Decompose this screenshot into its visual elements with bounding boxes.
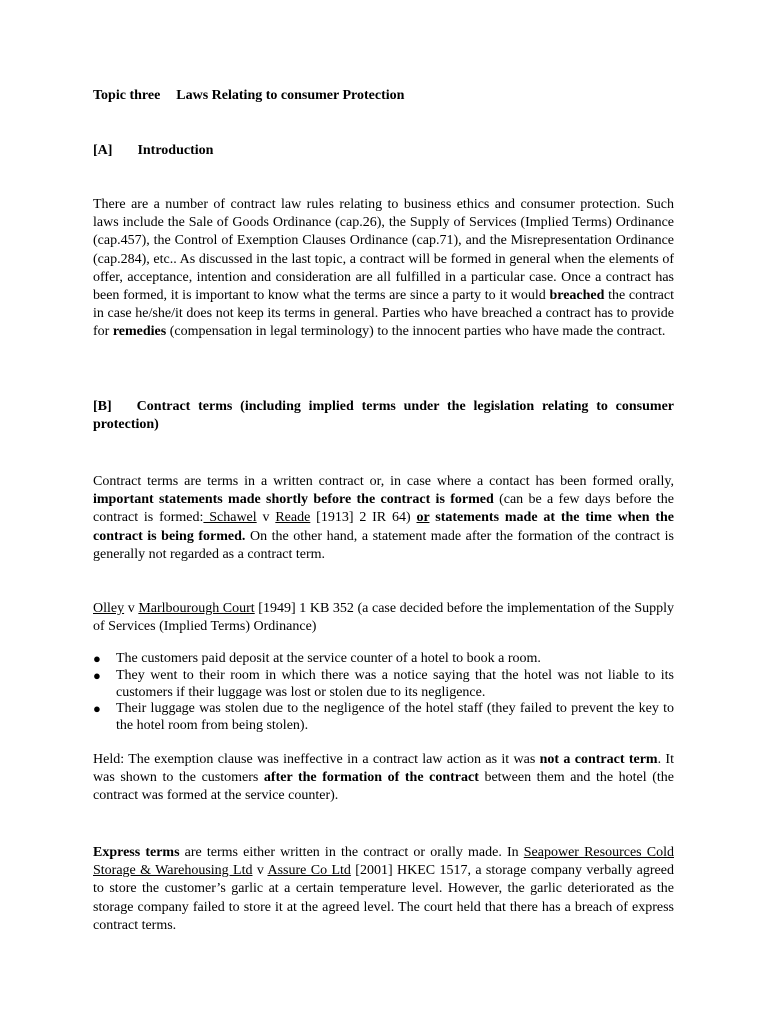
express-terms-bold: Express terms [93, 845, 180, 860]
list-item [93, 668, 674, 702]
terms-text-4: On the other hand, a statement made after the formation of the contract is generally not regarded as a contract term. [93, 528, 675, 562]
section-b-heading [93, 398, 674, 434]
olley-versus: v [124, 601, 139, 616]
terms-versus: v [256, 510, 276, 526]
bullet-text: The customers paid deposit at the service counter of a hotel to book a room. [116, 651, 541, 666]
intro-bold-remedies: remedies [112, 324, 167, 340]
held-text-1: Held: The exemption clause was ineffective in a contract law action as it was [93, 752, 540, 767]
held-bold-2: after the formation of the contract [263, 770, 479, 786]
olley-citation: [1949] 1 KB 352 (a case decided before the implementation of the Supply of Services (Implied Terms) Ordinance) [93, 601, 675, 635]
section-a-title: Introduction [137, 143, 214, 158]
case-assure: Assure Co Ltd [267, 863, 351, 879]
intro-text-1: There are a number of contract law rules relating to business ethics and consumer protection. Such laws include the Sale of Goods Ordinance (cap.26), the Supply of Services (Implied Terms) Ordinance (cap.457), the Control of Exemption Clauses Ordinance (cap.71), and the Misrepresentation Ordinance (cap.284), etc.. As discussed in the last topic, a contract will be formed in general when the elements of offer, acceptance, intention and consideration are all fulfilled in a particular case. Once a contract has been formed, it is important to know what the terms are since a party to it would [93, 197, 674, 304]
terms-paragraph [93, 473, 674, 564]
terms-text-2: (can be a few days before the contract is formed: [93, 492, 674, 526]
case-marlbourough-court: Marlbourough Court [138, 601, 255, 616]
case-olley: Olley [93, 601, 125, 616]
terms-bold-1: important statements made shortly before the contract is formed [93, 492, 494, 508]
held-paragraph [93, 751, 674, 806]
terms-bold-2: statements made at the time when the contract is being formed. [93, 510, 675, 544]
section-b-title: Contract terms (including implied terms under the legislation relating to consumer protection) [93, 399, 674, 433]
held-bold-1: not a contract term [539, 752, 658, 767]
section-a-heading [93, 142, 674, 160]
olley-case-heading [93, 600, 674, 636]
list-item [93, 701, 674, 735]
bullet-icon: ● [93, 701, 101, 717]
intro-bold-breached: breached [549, 288, 605, 304]
case-reade: Reade [275, 510, 311, 526]
intro-text-2: the contract in case he/she/it does not keep its terms in general. Parties who have breached a contract has to provide for [93, 288, 674, 340]
terms-citation: [1913] 2 IR 64) [310, 510, 417, 526]
case-schawel: Schawel [203, 510, 257, 526]
terms-text-1: Contract terms are terms in a written contract or, in case where a contact has been formed orally, [93, 474, 674, 489]
terms-or: or [416, 510, 430, 526]
list-item [93, 651, 674, 668]
held-text-2: . It was shown to the customers [93, 752, 674, 786]
bullet-icon: ● [93, 667, 101, 683]
case-seapower: Seapower Resources Cold Storage & Warehousing Ltd [93, 845, 674, 879]
intro-paragraph [93, 196, 674, 342]
express-text-1: are terms either written in the contract or orally made. In [179, 845, 524, 860]
bullet-text: Their luggage was stolen due to the negligence of the hotel staff (they failed to prevent the key to the hotel room from being stolen). [116, 701, 674, 734]
express-text-2: [2001] HKEC 1517, a storage company verbally agreed to store the customer’s garlic at a certain temperature level. However, the garlic deteriorated as the storage company failed to store it at the agreed level. The court held that there has a breach of express contract terms. [93, 863, 674, 933]
intro-text-3: (compensation in legal terminology) to the innocent parties who have made the contract. [166, 324, 666, 340]
held-text-3: between them and the hotel (the contract was formed at the service counter). [93, 770, 674, 804]
express-terms-paragraph [93, 844, 674, 935]
topic-title: Laws Relating to consumer Protection [176, 88, 405, 103]
topic-heading [93, 87, 674, 105]
section-a-marker: [A] [93, 143, 113, 158]
express-versus: v [252, 863, 268, 879]
section-b-marker: [B] [93, 399, 112, 414]
topic-label: Topic three [93, 88, 161, 103]
bullet-icon: ● [93, 651, 101, 666]
facts-list [93, 651, 674, 735]
bullet-text: They went to their room in which there was a notice saying that the hotel was not liable to its customers if their luggage was lost or stolen due to its negligence. [116, 667, 674, 700]
